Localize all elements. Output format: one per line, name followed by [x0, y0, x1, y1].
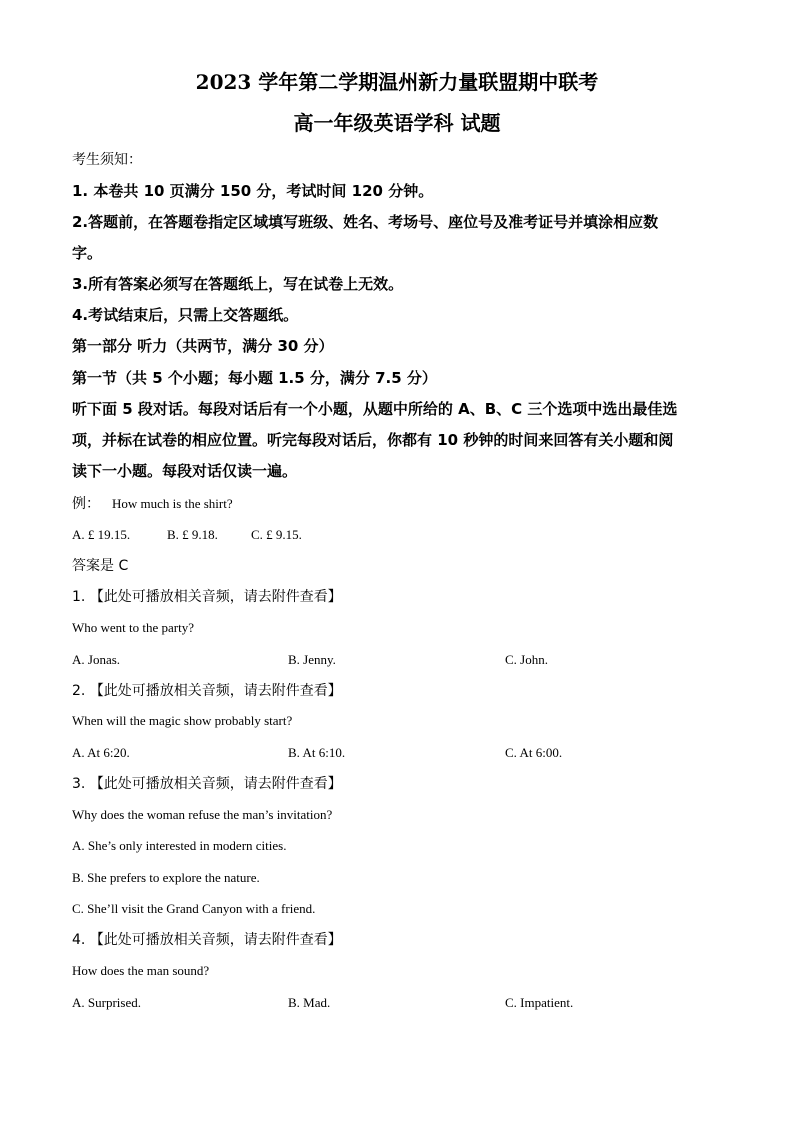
question-3-option-b: B. She prefers to explore the nature. [72, 870, 260, 885]
question-1-option-a: A. Jonas. [72, 652, 121, 667]
notice-item-1: 1. 本卷共 10 页满分 150 分，考试时间 120 分钟。 [72, 182, 434, 200]
question-1-text: Who went to the party? [72, 620, 195, 635]
example-question: How much is the shirt? [112, 496, 233, 511]
question-4-option-b: B. Mad. [288, 995, 331, 1010]
question-1-audio-note: 1. 【此处可播放相关音频，请去附件查看】 [72, 589, 342, 605]
question-1-option-b: B. Jenny. [288, 652, 336, 667]
part1-heading: 第一部分 听力（共两节，满分 30 分） [72, 337, 334, 355]
question-3-text: Why does the woman refuse the man’s invitation? [72, 807, 333, 822]
exam-subtitle: 高一年级英语学科 试题 [293, 111, 501, 135]
notice-item-2-line-1: 2.答题前，在答题卷指定区域填写班级、姓名、考场号、座位号及准考证号并填涂相应数 [72, 213, 659, 231]
exam-title: 2023 学年第二学期温州新力量联盟期中联考 [195, 70, 599, 94]
question-2-option-b: B. At 6:10. [288, 745, 346, 760]
notice-item-2-line-2: 字。 [72, 244, 103, 262]
instructions-line-1: 听下面 5 段对话。每段对话后有一个小题，从题中所给的 A、B、C 三个选项中选出最佳选 [72, 400, 678, 418]
question-4-audio-note: 4. 【此处可播放相关音频，请去附件查看】 [72, 932, 342, 948]
example-row [72, 494, 233, 514]
question-1-option-c: C. John. [505, 652, 548, 667]
question-4-text: How does the man sound? [72, 963, 210, 978]
example-label: 例： [72, 496, 100, 512]
notice-heading: 考生须知： [72, 152, 142, 168]
question-4-option-a: A. Surprised. [72, 995, 141, 1010]
question-3-audio-note: 3. 【此处可播放相关音频，请去附件查看】 [72, 776, 342, 792]
question-2-option-c: C. At 6:00. [505, 745, 563, 760]
question-3-option-a: A. She’s only interested in modern cities. [72, 838, 287, 853]
question-2-text: When will the magic show probably start? [72, 713, 293, 728]
example-option-b: B. £ 9.18. [167, 527, 218, 542]
instructions-line-3: 读下一小题。每段对话仅读一遍。 [72, 462, 298, 480]
section1-heading: 第一节（共 5 个小题；每小题 1.5 分，满分 7.5 分） [72, 369, 437, 387]
instructions-line-2: 项，并标在试卷的相应位置。听完每段对话后，你都有 10 秒钟的时间来回答有关小题和阅 [72, 431, 674, 449]
notice-item-3: 3.所有答案必须写在答题纸上，写在试卷上无效。 [72, 275, 404, 293]
question-2-option-a: A. At 6:20. [72, 745, 130, 760]
question-3-option-c: C. She’ll visit the Grand Canyon with a friend. [72, 901, 316, 916]
example-answer: 答案是 C [72, 558, 129, 574]
example-option-c: C. £ 9.15. [251, 527, 302, 542]
example-option-a: A. £ 19.15. [72, 527, 131, 542]
notice-item-4: 4.考试结束后，只需上交答题纸。 [72, 306, 299, 324]
question-2-audio-note: 2. 【此处可播放相关音频，请去附件查看】 [72, 683, 342, 699]
question-4-option-c: C. Impatient. [505, 995, 574, 1010]
